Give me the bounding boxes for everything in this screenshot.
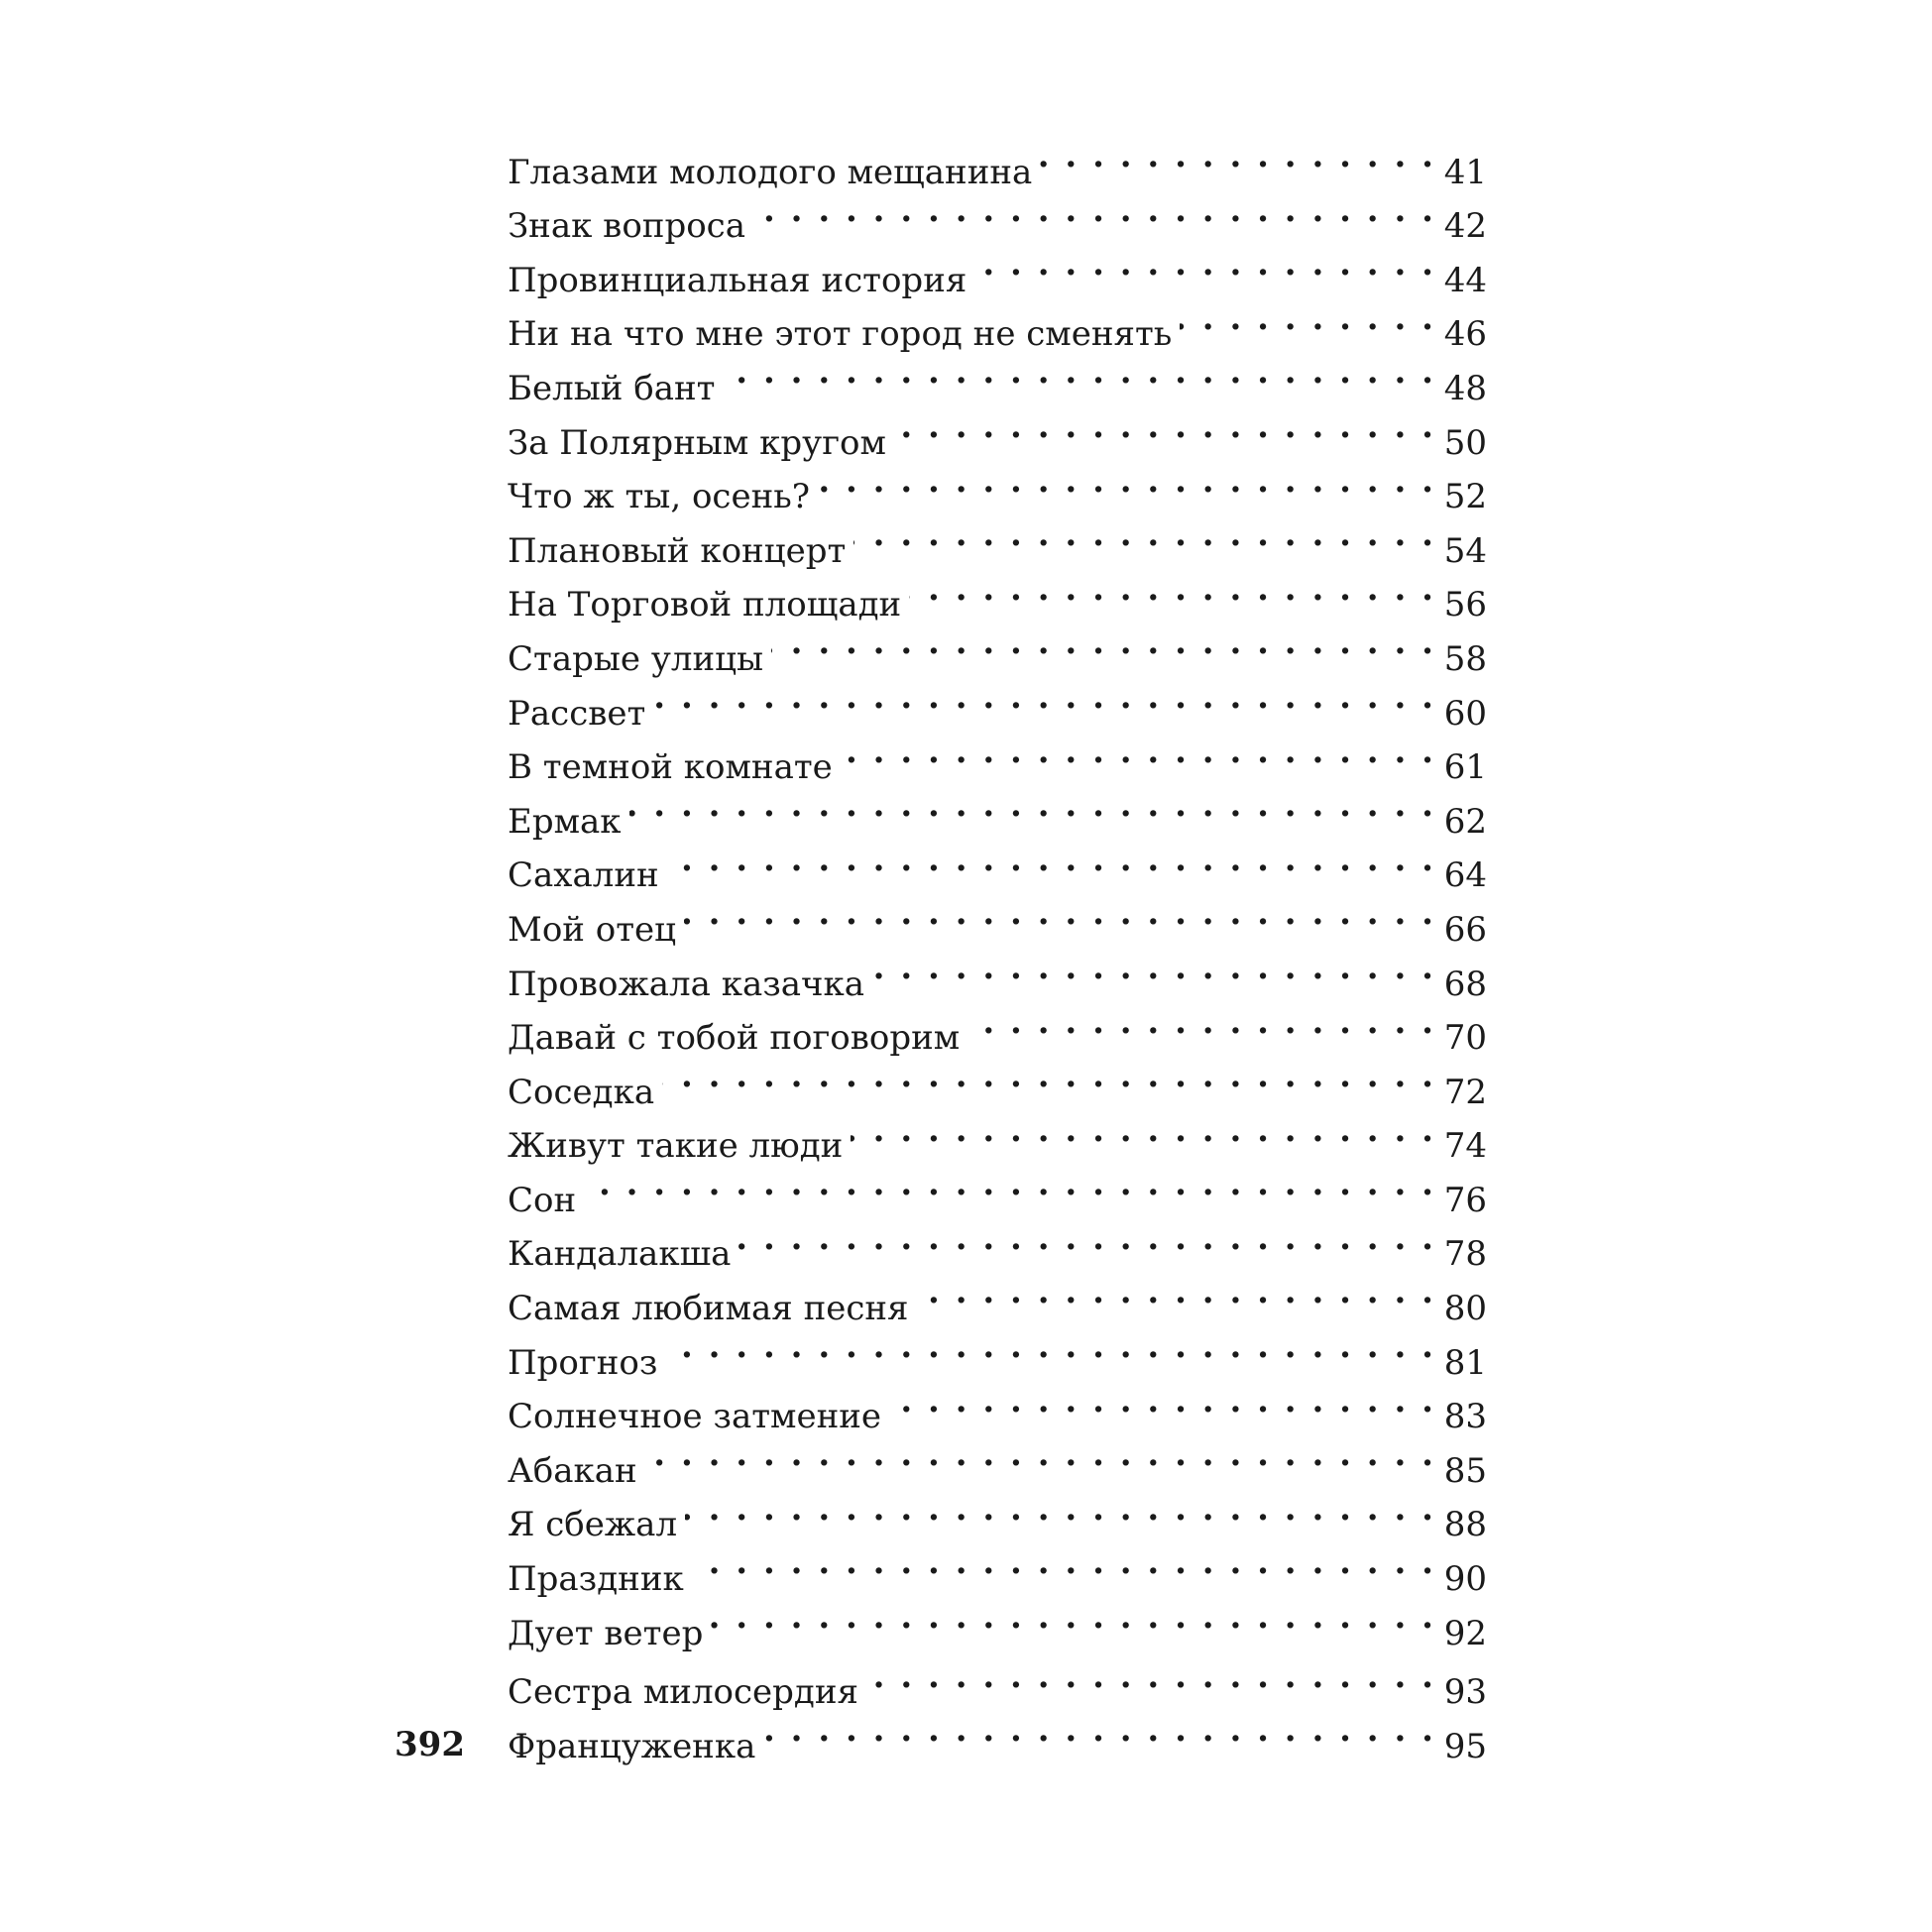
toc-leader-dots: [662, 1049, 1435, 1103]
toc-entry-title: Сестра милосердия: [508, 1672, 858, 1713]
toc-entry-page: 61: [1443, 747, 1487, 788]
page-number: 392: [395, 1725, 465, 1764]
toc-leader-dots: [872, 941, 1435, 995]
toc-leader-dots: [909, 562, 1435, 617]
toc-leader-dots: [917, 1265, 1436, 1319]
toc-entry-title: Абакан: [508, 1450, 637, 1491]
toc-entry-page: 41: [1443, 152, 1487, 192]
toc-entry-page: 48: [1443, 368, 1487, 408]
toc-entry-page: 85: [1443, 1450, 1487, 1491]
toc-entry-page: 50: [1443, 422, 1487, 463]
toc-entry-title: Я сбежал: [508, 1505, 678, 1545]
toc-entry-page: 80: [1443, 1289, 1487, 1329]
toc-entry-title: Давай с тобой поговорим: [508, 1018, 961, 1059]
toc-entry-title: Провинциальная история: [508, 260, 967, 300]
toc-leader-dots: [684, 886, 1435, 941]
toc-entry-title: На Торговой площади: [508, 585, 902, 625]
toc-entry-page: 74: [1443, 1126, 1487, 1167]
toc-entry-page: 83: [1443, 1397, 1487, 1437]
toc-entry-title: Провожала казачка: [508, 964, 865, 1004]
toc-entry-title: Глазами молодого мещанина: [508, 152, 1033, 192]
toc-entry-page: 95: [1443, 1726, 1487, 1766]
toc-leader-dots: [584, 1157, 1435, 1211]
toc-leader-dots: [763, 1703, 1435, 1758]
toc-entry-page: 46: [1443, 314, 1487, 355]
toc-entry-page: 44: [1443, 260, 1487, 300]
toc-entry-page: 72: [1443, 1072, 1487, 1112]
toc-leader-dots: [711, 1590, 1435, 1645]
toc-entry: [508, 1427, 1487, 1491]
toc-entry-title: Соседка: [508, 1072, 655, 1112]
toc-entry-title: Рассвет: [508, 693, 646, 734]
toc-entry-title: Что ж ты, осень?: [508, 477, 810, 517]
toc-entry-title: Сон: [508, 1180, 577, 1220]
toc-leader-dots: [894, 399, 1435, 454]
toc-entry-title: Праздник: [508, 1559, 684, 1600]
toc-entry: [508, 1157, 1487, 1220]
toc-entry-page: 81: [1443, 1342, 1487, 1383]
toc-entry-page: 58: [1443, 638, 1487, 679]
toc-leader-dots: [889, 1374, 1435, 1428]
toc-leader-dots: [753, 183, 1435, 238]
toc-entry-title: Белый бант: [508, 368, 716, 408]
toc-leader-dots: [685, 1482, 1435, 1536]
toc-entry-title: Мой отец: [508, 909, 677, 950]
toc-entry: [508, 670, 1487, 734]
toc-entry-title: Живут такие люди: [508, 1126, 844, 1167]
toc-leader-dots: [974, 237, 1435, 291]
toc-entry-title: Старые улицы: [508, 638, 764, 679]
toc-entry-page: 93: [1443, 1672, 1487, 1713]
toc-entry-page: 78: [1443, 1234, 1487, 1275]
toc-leader-dots: [739, 1211, 1435, 1266]
toc-leader-dots: [645, 1427, 1435, 1482]
toc-entry-page: 68: [1443, 964, 1487, 1004]
toc-entry-title: Плановый концерт: [508, 530, 847, 571]
toc-leader-dots: [841, 725, 1435, 779]
toc-entry-title: В темной комнате: [508, 747, 833, 788]
toc-leader-dots: [653, 670, 1435, 725]
toc-entry-page: 76: [1443, 1180, 1487, 1220]
toc-entry: [508, 1211, 1487, 1275]
toc-entry: [508, 1482, 1487, 1545]
toc-entry-page: 62: [1443, 801, 1487, 842]
toc-leader-dots: [692, 1535, 1435, 1590]
toc-entry-page: 92: [1443, 1613, 1487, 1653]
toc-entry-title: Дует ветер: [508, 1613, 704, 1653]
toc-entry-title: Ермак: [508, 801, 622, 842]
toc-entry-page: 70: [1443, 1018, 1487, 1059]
toc-entry-title: Ни на что мне этот город не сменять: [508, 314, 1173, 355]
toc-leader-dots: [1180, 291, 1435, 346]
toc-entry: [508, 129, 1487, 192]
toc-entry-title: Прогноз: [508, 1342, 658, 1383]
toc-entry: [508, 778, 1487, 842]
table-of-contents: [508, 129, 1487, 1766]
toc-entry-page: 88: [1443, 1505, 1487, 1545]
toc-entry-title: Самая любимая песня: [508, 1289, 909, 1329]
toc-leader-dots: [851, 1103, 1435, 1158]
toc-leader-dots: [967, 995, 1435, 1050]
toc-entry-title: Кандалакша: [508, 1234, 732, 1275]
toc-entry-page: 60: [1443, 693, 1487, 734]
toc-leader-dots: [866, 1649, 1435, 1704]
toc-leader-dots: [818, 454, 1435, 509]
toc-leader-dots: [629, 778, 1435, 833]
toc-entry-page: 54: [1443, 530, 1487, 571]
toc-entry-title: Знак вопроса: [508, 206, 745, 247]
toc-entry: [508, 725, 1487, 788]
toc-entry-title: Сахалин: [508, 855, 659, 896]
toc-leader-dots: [1040, 129, 1435, 183]
toc-leader-dots: [853, 508, 1435, 562]
toc-entry-title: Француженка: [508, 1726, 756, 1766]
toc-entry-page: 56: [1443, 585, 1487, 625]
toc-leader-dots: [667, 833, 1435, 887]
toc-entry-title: Солнечное затмение: [508, 1397, 882, 1437]
toc-entry-page: 90: [1443, 1559, 1487, 1600]
toc-leader-dots: [665, 1319, 1435, 1374]
toc-entry-page: 42: [1443, 206, 1487, 247]
toc-entry-page: 52: [1443, 477, 1487, 517]
toc-entry-page: 66: [1443, 909, 1487, 950]
toc-entry: [508, 833, 1487, 896]
toc-leader-dots: [723, 345, 1435, 399]
toc-entry-title: За Полярным кругом: [508, 422, 886, 463]
toc-leader-dots: [771, 616, 1435, 670]
toc-entry-page: 64: [1443, 855, 1487, 896]
